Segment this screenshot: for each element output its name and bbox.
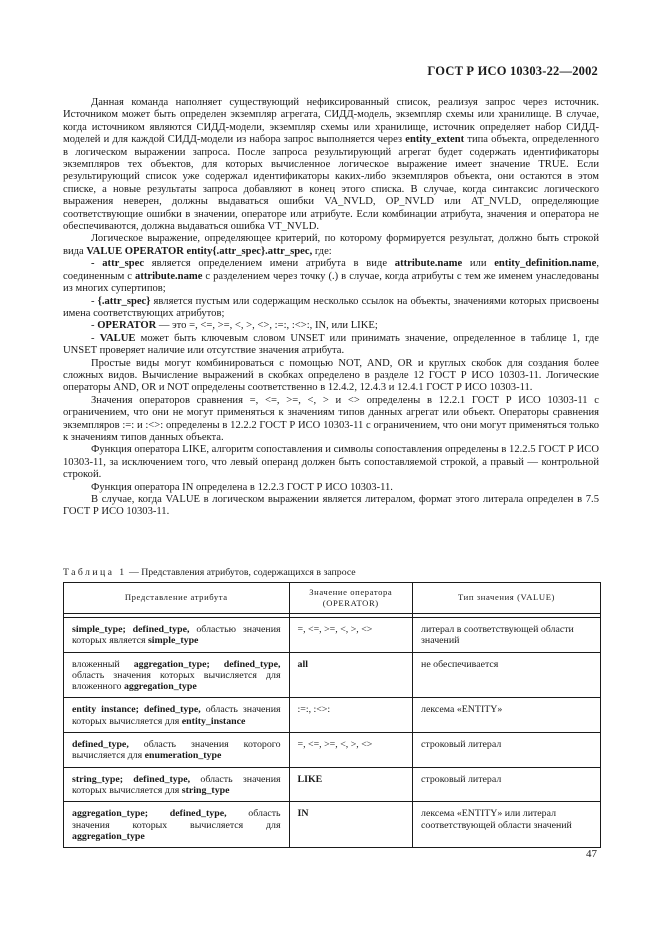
cell-attribute: string_type; defined_type, область значения которых вычисляется для string_type (64, 767, 290, 802)
cell-attribute: entity instance; defined_type, область значения которых вычисляется для entity_instance (64, 698, 290, 733)
cell-value-type: строковый литерал (413, 767, 601, 802)
table-header-row (64, 583, 601, 614)
cell-attribute: aggregation_type; defined_type, область значения которых вычисляется для aggregation_type (64, 802, 290, 848)
body-text (63, 97, 599, 519)
cell-attribute: simple_type; defined_type, областью значения которых является simple_type (64, 618, 290, 653)
table-row (64, 618, 601, 653)
paragraph-combination: Простые виды могут комбинироваться с помощью NOT, AND, OR и круглых скобок для создания более сложных видов. Вычисление выражений в скобках определено в разделе 12 ГОСТ Р ИСО 10303-11. Логические операторы AND, OR и NOT определены соответственно в 12.4.2, 12.4.3 и 12.4.1 ГОСТ Р ИСО 10303-11. (63, 357, 599, 394)
cell-operator: all (289, 652, 413, 698)
cell-value-type: строковый литерал (413, 733, 601, 768)
cell-operator: :=:, :<>: (289, 698, 413, 733)
cell-value-type: не обеспечивается (413, 652, 601, 698)
table-row (64, 802, 601, 848)
header-attribute-representation: Представление атрибута (64, 583, 290, 614)
list-item-operator: - OPERATOR — это =, <=, >=, <, >, <>, :=:, :<>:, IN, или LIKE; (91, 320, 378, 332)
table-row (64, 767, 601, 802)
paragraph-comparison-operators: Значения операторов сравнения =, <=, >=, <, > и <> определены в 12.2.1 ГОСТ Р ИСО 10303-11 с ограничением, что они не могут применяться к значениям типов данных агрегат или объект. Операторы сравнения экземпляров :=: и :<>: определены в 12.2.2 ГОСТ Р ИСО 10303-11 с ограничением, что они могут применяться только к значениям типов данных объекта. (63, 394, 599, 443)
cell-operator: =, <=, >=, <, >, <> (289, 618, 413, 653)
paragraph-logical-expression: Логическое выражение, определяющее критерий, по которому формируется результат, должно быть строкой вида VALUE OPERATOR entity{.attr_spec}.attr_spec, где: (63, 233, 599, 257)
cell-attribute: defined_type, область значения которого вычисляется для enumeration_type (64, 733, 290, 768)
paragraph-literal-format: В случае, когда VALUE в логическом выражении является литералом, формат этого литерала определен в 7.5 ГОСТ Р ИСО 10303-11. (63, 494, 599, 518)
cell-value-type: лексема «ENTITY» или литерал соответствующей области значений (413, 802, 601, 848)
cell-operator: IN (289, 802, 413, 848)
header-value-type: Тип значения (VALUE) (413, 583, 601, 614)
page-number: 47 (586, 848, 597, 860)
cell-operator: =, <=, >=, <, >, <> (289, 733, 413, 768)
paragraph-like-operator: Функция оператора LIKE, алгоритм сопоставления и символы сопоставления определены в 12.2.5 ГОСТ Р ИСО 10303-11, за исключением того, что левый операнд должен быть сопоставляемой строкой, а правый — контрольной строкой. (63, 444, 599, 481)
table-row (64, 652, 601, 698)
header-operator-value: Значение оператора (OPERATOR) (289, 583, 413, 614)
table-caption: Таблица 1 — Представления атрибутов, содержащихся в запросе (63, 567, 356, 578)
paragraph-in-operator: Функция оператора IN определена в 12.2.3 ГОСТ Р ИСО 10303-11. (91, 481, 393, 493)
table-row (64, 733, 601, 768)
cell-value-type: литерал в соответствующей области значений (413, 618, 601, 653)
attribute-representation-table (63, 582, 601, 848)
list-item-attr-spec: - attr_spec является определением имени атрибута в виде attribute.name или entity_definition.name, соединенным с attribute.name с разделением через точку (.) в случае, когда атрибуты с тем же именем унаследованы из многих супертипов; (63, 258, 599, 295)
paragraph-query-command: Данная команда наполняет существующий нефиксированный список, реализуя запрос через источник. Источником может быть определен экземпляр агрегата, СИДД-модель, экземпляр схемы или хранилище. В случае, когда источником являются СИДД-модели, экземпляр схемы или хранилище, источник определяет набор СИДД-моделей и для каждой СИДД-модели из набора запрос выполняется через entity_extent типа объекта, определенного в логическом выражении запроса. После запроса результирующий агрегат будет содержать идентификаторы экземпляров тех объектов, для которых вычисленное логическое выражение имеет значение TRUE. Если результирующий список уже содержал идентификаторы каких-либо экземпляров объекта, они остаются в этом списке, а новые результаты запроса добавляют в конец этого списка. В случае, когда синтаксис логического выражения неверен, должны выдаваться ошибки VA_NVLD, OP_NVLD или AT_NVLD, определяющие соответствующие ошибки в значении, операторе или атрибуте. Если комбинации атрибута, значения и оператора не обеспечиваются, должна выдаваться ошибка VT_NVLD. (63, 97, 599, 233)
list-item-attr-spec-optional: - {.attr_spec} является пустым или содержащим несколько ссылок на объекты, значениями которых присвоены имена соответствующих атрибутов; (63, 295, 599, 319)
document-header: ГОСТ Р ИСО 10303-22—2002 (427, 64, 598, 78)
list-item-value: - VALUE может быть ключевым словом UNSET или принимать значение, определенное в таблице 1, где UNSET проверяет наличие или отсутствие значения атрибута. (63, 332, 599, 357)
cell-attribute: вложенный aggregation_type; defined_type, область значения которых вычисляется для вложенного aggregation_type (64, 652, 290, 698)
table-row (64, 698, 601, 733)
cell-operator: LIKE (289, 767, 413, 802)
cell-value-type: лексема «ENTITY» (413, 698, 601, 733)
